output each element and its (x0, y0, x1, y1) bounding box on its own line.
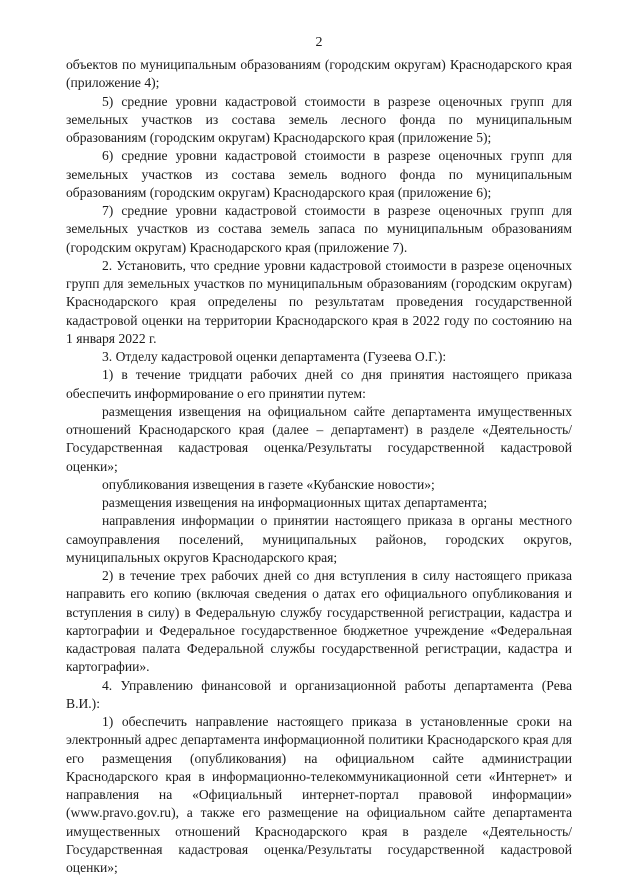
paragraph-section-3-item-2: 2) в течение трех рабочих дней со дня вступления в силу настоящего приказа направить его копию (включая сведения о датах его официального опубликования и вступления в силу) в Федеральную службу государственной регистрации, кадастра и картографии и Федеральное государственное бюджетное учреждение «Федеральная кадастровая палата Федеральной службы государственной регистрации, кадастра и картографии». (66, 568, 572, 675)
paragraph-section-3-item-1: 1) в течение тридцати рабочих дней со дня принятия настоящего приказа обеспечить информирование о его принятии путем: (66, 367, 572, 401)
paragraph-section-2: 2. Установить, что средние уровни кадастровой стоимости в разрезе оценочных групп для земельных участков по муниципальным образованиям (городским округам) Краснодарского края определены по результатам проведения государственной кадастровой оценки на территории Краснодарского края в 2022 году по состоянию на 1 января 2022 г. (66, 257, 572, 346)
paragraph-item-5: 5) средние уровни кадастровой стоимости в разрезе оценочных групп для земельных участков из состава земель лесного фонда по муниципальным образованиям (городским округам) Краснодарского края (приложение 5); (66, 93, 572, 145)
paragraph-local-authorities: направления информации о принятии настоящего приказа в органы местного самоуправления поселений, муниципальных районов, городских округов, муниципальных округов Краснодарского края; (66, 513, 572, 565)
paragraph-website-placement: размещения извещения на официальном сайте департамента имущественных отношений Краснодарского края (далее – департамент) в разделе «Деятельность/Государственная кадастровая оценка/Результаты государственной кадастровой оценки»; (66, 403, 572, 474)
page-number: 2 (315, 35, 323, 50)
paragraph-item-6: 6) средние уровни кадастровой стоимости в разрезе оценочных групп для земельных участков из состава земель водного фонда по муниципальным образованиям (городским округам) Краснодарского края (приложение 6); (66, 148, 572, 200)
paragraph-continuation: объектов по муниципальным образованиям (городским округам) Краснодарского края (приложение 4); (66, 57, 572, 91)
paragraph-section-4-item-1: 1) обеспечить направление настоящего приказа в установленные сроки на электронный адрес департамента информационной политики Краснодарского края для его размещения (опубликования) на официальном сайте администрации Краснодарского края в информационно-телекоммуникационной сети «Интернет» и направления на «Официальный интернет-портал правовой информации» (www.pravo.gov.ru), а также его размещение на официальном сайте департамента имущественных отношений Краснодарского края в разделе «Деятельность/Государственная кадастровая оценка/Результаты государственной кадастровой оценки»; (66, 714, 572, 875)
paragraph-info-boards: размещения извещения на информационных щитах департамента; (102, 495, 488, 510)
paragraph-newspaper: опубликования извещения в газете «Кубанские новости»; (102, 476, 435, 492)
paragraph-section-4: 4. Управлению финансовой и организационной работы департамента (Рева В.И.): (66, 677, 572, 711)
paragraph-section-3: 3. Отделу кадастровой оценки департамента (Гузеева О.Г.): (102, 349, 447, 364)
paragraph-item-7: 7) средние уровни кадастровой стоимости в разрезе оценочных групп для земельных участков из состава земель запаса по муниципальным образованиям (городским округам) Краснодарского края (приложение 7). (66, 203, 572, 255)
